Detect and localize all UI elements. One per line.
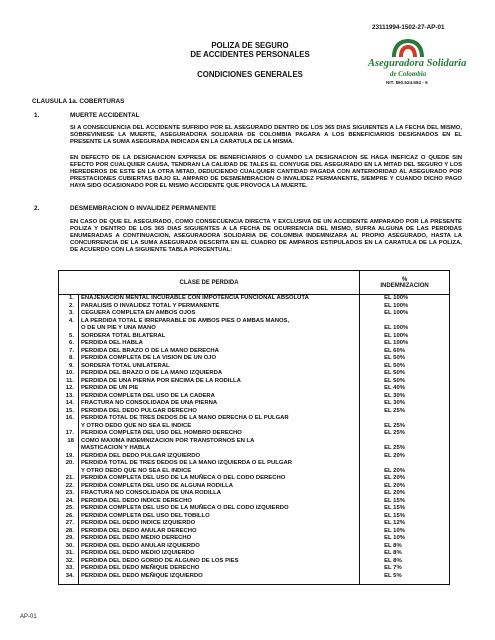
table-row xyxy=(59,505,450,513)
row-description xyxy=(78,363,359,371)
row-percent xyxy=(360,558,450,566)
row-number: 18 xyxy=(59,438,79,453)
table-row xyxy=(59,385,450,393)
section-1-paragraph-1: SI A CONSECUENCIA DEL ACCIDENTE SUFRIDO POR EL ASEGURADO DENTRO DE LOS 365 DIAS SIGUIENTES A LA FECHA DEL MISMO, SOBREVINIESE LA MUERTE, ASEGURADORA SOLIDARIA DE COLOMBIA PAGARA A LOS BENEFICIARIOS DESIGNADOS EN EL PRESENTE LA SUMA ASEGURADA INDICADA EN LA CARATULA DE LA MISMA. xyxy=(70,125,462,146)
row-percent-value: EL 5% xyxy=(384,572,402,579)
row-description-line: PERDIDA COMPLETA DEL USO DE LA MUÑECA O DEL CODO DERECHO xyxy=(80,475,286,481)
row-description xyxy=(78,355,359,363)
logo-wordmark-sub: de Colombia xyxy=(389,70,427,78)
row-percent xyxy=(360,475,450,483)
row-number: 24. xyxy=(59,498,79,506)
table-row xyxy=(59,333,450,341)
row-percent-value: EL 20% xyxy=(384,467,405,474)
row-percent-value: EL 100% xyxy=(384,302,409,309)
row-number: 26. xyxy=(59,513,79,521)
row-description-line: PERDIDA DEL DEDO GORDO DE ALGUNO DE LOS PIES xyxy=(80,557,239,564)
table-row xyxy=(59,363,450,371)
row-description-line: SORDERA TOTAL UNILATERAL xyxy=(80,362,170,369)
row-percent xyxy=(360,370,450,378)
row-percent xyxy=(360,378,450,386)
row-percent-value: EL 50% xyxy=(384,355,405,361)
section-1-title: MUERTE ACCIDENTAL xyxy=(70,112,140,119)
row-description-line: Y OTRO DEDO QUE NO SEA EL INDICE xyxy=(80,422,192,429)
row-percent-value: EL 100% xyxy=(384,295,409,301)
row-description xyxy=(78,498,359,506)
row-description-line: PERDIDA DEL DEDO ANULAR DERECHO xyxy=(80,527,197,534)
row-number: 15. xyxy=(59,408,79,416)
row-percent xyxy=(360,393,450,401)
table-row xyxy=(59,520,450,528)
row-percent-value: EL 50% xyxy=(384,377,405,384)
row-number: 4. xyxy=(59,318,79,333)
row-description-line: FRACTURA NO CONSOLIDADA DE UNA RODILLA xyxy=(80,490,222,496)
row-description-line: PARALISIS O INVALIDEZ TOTAL Y PERMANENTE xyxy=(80,302,220,309)
row-description-line: PERDIDA COMPLETA DEL USO DE LA CADERA xyxy=(80,392,215,399)
row-percent xyxy=(360,295,450,303)
logo-wordmark: Aseguradora Solidaria xyxy=(368,58,467,69)
row-number: 8. xyxy=(59,355,79,363)
table-bottom-spacer xyxy=(59,580,450,584)
row-description xyxy=(78,558,359,566)
row-percent-value: EL 50% xyxy=(384,370,405,376)
row-description-line: LA PERDIDA TOTAL E IRREPARABLE DE AMBOS PIES O AMBAS MANOS, xyxy=(80,317,290,324)
table-row xyxy=(59,543,450,551)
row-percent-value: EL 15% xyxy=(384,497,405,504)
row-description-line: PERDIDA DE UN PIE xyxy=(80,385,139,391)
row-description-line: PERDIDA DEL DEDO PULGAR DERECHO xyxy=(80,407,197,414)
row-description xyxy=(78,550,359,558)
row-number: 7. xyxy=(59,348,79,356)
row-description xyxy=(78,295,359,303)
row-percent-value: EL 15% xyxy=(384,505,405,511)
row-number: 34. xyxy=(59,573,79,581)
row-description-line: PERDIDA DE UNA PIERNA POR ENCIMA DE LA RODILLA xyxy=(80,377,241,384)
row-percent-value: EL 25% xyxy=(384,445,405,451)
row-percent xyxy=(360,520,450,528)
row-description-line: PERDIDA TOTAL DE TRES DEDOS DE LA MANO IZQUIERDA O EL PULGAR xyxy=(80,460,292,466)
table-row xyxy=(59,408,450,416)
row-number: 27. xyxy=(59,520,79,528)
row-number: 30. xyxy=(59,543,79,551)
row-percent xyxy=(360,565,450,573)
row-percent xyxy=(360,490,450,498)
coverage-table xyxy=(58,270,450,585)
row-description xyxy=(78,543,359,551)
row-description xyxy=(78,483,359,491)
row-number: 12. xyxy=(59,385,79,393)
table-row xyxy=(59,573,450,581)
section-2-title: DESMEMBRACION O INVALIDEZ PERMANENTE xyxy=(70,205,217,212)
row-description xyxy=(78,505,359,513)
row-number: 17. xyxy=(59,430,79,438)
row-number: 28. xyxy=(59,528,79,536)
coverage-table-body xyxy=(59,295,450,585)
row-description-line: ENAJENACION MENTAL INCURABLE CON IMPOTENCIA FUNCIONAL ABSOLUTA xyxy=(80,295,309,301)
row-description xyxy=(78,528,359,536)
section-2-paragraph-1: EN CASO DE QUE EL ASEGURADO, COMO CONSECUENCIA DIRECTA Y EXCLUSIVA DE UN ACCIDENTE AMPARADO POR LA PRESENTE POLIZA Y DENTRO DE LOS 365 DIAS SIGUIENTES A LA FECHA DE OCURRENCIA DEL MISMO, SUFRA ALGUNA DE LAS PERDIDAS ENUMERADAS A CONTINUACION, ASEGURADORA SOLIDARIA DE COLOMBIA INDEMNIZARA AL PROPIO ASEGURADO, HASTA LA CONCURRENCIA DE LA SUMA ASEGURADA DESCRITA EN EL CUADRO DE AMPAROS ESTIPULADOS EN LA CARATULA DE LA POLIZA, DE ACUERDO CON LA SIGUIENTE TABLA PORCENTUAL: xyxy=(70,219,462,254)
row-description xyxy=(78,340,359,348)
row-number: 20. xyxy=(59,460,79,475)
row-percent-value: EL 10% xyxy=(384,527,405,534)
table-row xyxy=(59,378,450,386)
row-description xyxy=(78,303,359,311)
row-description-line: PERDIDA DEL BRAZO O DE LA MANO DERECHA xyxy=(80,347,219,354)
table-row xyxy=(59,303,450,311)
row-percent xyxy=(360,483,450,491)
row-description-line: PERDIDA DEL DEDO INDICE DERECHO xyxy=(80,497,192,504)
row-percent xyxy=(360,453,450,461)
row-description-line: PERDIDA DEL DEDO ANULAR IZQUIERDO xyxy=(80,542,200,549)
row-percent xyxy=(360,498,450,506)
row-number: 19. xyxy=(59,453,79,461)
row-description-line: PERDIDA DEL DEDO MEDIO DERECHO xyxy=(80,535,192,541)
row-percent xyxy=(360,535,450,543)
row-description-line: PERDIDA COMPLETA DEL USO DEL HOMBRO DERECHO xyxy=(80,430,242,436)
document-code: 23111994-1502-27-AP-01 xyxy=(372,24,445,31)
column-header-percent xyxy=(360,271,450,295)
row-percent xyxy=(360,303,450,311)
row-percent-value: EL 100% xyxy=(384,325,409,331)
table-row xyxy=(59,475,450,483)
row-description xyxy=(78,460,359,475)
row-number: 31. xyxy=(59,550,79,558)
table-row xyxy=(59,483,450,491)
row-description xyxy=(78,415,359,430)
section-2-number: 2. xyxy=(34,205,40,212)
table-row xyxy=(59,370,450,378)
row-number: 23. xyxy=(59,490,79,498)
row-percent-value: EL 60% xyxy=(384,347,405,354)
row-description-line: PERDIDA DEL DEDO MEÑIQUE DERECHO xyxy=(80,565,200,571)
row-description xyxy=(78,513,359,521)
row-description-line: PERDIDA COMPLETA DEL USO DE LA MUÑECA O DEL CODO IZQUIERDO xyxy=(80,505,289,511)
row-percent xyxy=(360,430,450,438)
row-description xyxy=(78,348,359,356)
logo-emblem-icon xyxy=(368,37,448,59)
row-number: 33. xyxy=(59,565,79,573)
row-percent-value: EL 25% xyxy=(384,422,405,429)
row-description xyxy=(78,378,359,386)
row-percent-value: EL 15% xyxy=(384,512,405,519)
row-description xyxy=(78,408,359,416)
row-percent xyxy=(360,340,450,348)
row-percent xyxy=(360,318,450,333)
row-percent-value: EL 100% xyxy=(384,332,409,339)
table-row xyxy=(59,340,450,348)
title-line-2: DE ACCIDENTES PERSONALES xyxy=(190,50,310,59)
table-row xyxy=(59,295,450,303)
table-row xyxy=(59,355,450,363)
table-row xyxy=(59,565,450,573)
row-description xyxy=(78,310,359,318)
row-description-line: PERDIDA DEL DEDO INDICE IZQUIERDO xyxy=(80,520,196,526)
row-description xyxy=(78,400,359,408)
row-description xyxy=(78,438,359,453)
row-percent-value: EL 40% xyxy=(384,385,405,391)
table-row xyxy=(59,393,450,401)
row-percent xyxy=(360,415,450,430)
row-percent-value: EL 8% xyxy=(384,542,402,549)
table-row xyxy=(59,558,450,566)
row-number: 21. xyxy=(59,475,79,483)
row-percent xyxy=(360,543,450,551)
row-number: 6. xyxy=(59,340,79,348)
row-number: 3. xyxy=(59,310,79,318)
table-row xyxy=(59,438,450,453)
row-percent xyxy=(360,573,450,581)
row-percent xyxy=(360,528,450,536)
subtitle: CONDICIONES GENERALES xyxy=(197,70,303,79)
table-row xyxy=(59,415,450,430)
row-description xyxy=(78,490,359,498)
row-description xyxy=(78,318,359,333)
row-description xyxy=(78,333,359,341)
row-description-line: PERDIDA DEL DEDO MEÑIQUE IZQUIERDO xyxy=(80,572,203,579)
table-row xyxy=(59,310,450,318)
row-description xyxy=(78,430,359,438)
company-logo xyxy=(368,37,467,93)
row-percent-value: EL 12% xyxy=(384,520,405,526)
row-percent xyxy=(360,385,450,393)
row-description-line: FRACTURA NO CONSOLIDADA DE UNA PIERNA xyxy=(80,400,218,406)
section-1-number: 1. xyxy=(34,112,40,119)
row-description-line: PERDIDA COMPLETA DEL USO DE ALGUNA RODILLA xyxy=(80,482,234,489)
row-percent-value: EL 20% xyxy=(384,475,405,481)
table-row xyxy=(59,460,450,475)
row-percent-value: EL 100% xyxy=(384,310,409,316)
row-percent xyxy=(360,333,450,341)
row-number: 32. xyxy=(59,558,79,566)
row-percent-value: EL 10% xyxy=(384,535,405,541)
row-description xyxy=(78,520,359,528)
row-percent xyxy=(360,550,450,558)
row-percent-value: EL 7% xyxy=(384,565,402,571)
logo-nit: NIT. 860.524.654 - 6 xyxy=(386,80,428,85)
row-percent-value: EL 30% xyxy=(384,392,405,399)
row-percent-value: EL 30% xyxy=(384,400,405,406)
row-number: 25. xyxy=(59,505,79,513)
row-percent xyxy=(360,408,450,416)
row-description xyxy=(78,475,359,483)
column-header-percent-label: INDEMNIZACION xyxy=(380,282,429,289)
row-description-line: SORDERA TOTAL BILATERAL xyxy=(80,332,166,339)
row-description xyxy=(78,393,359,401)
table-row xyxy=(59,528,450,536)
row-percent-value: EL 8% xyxy=(384,550,402,556)
row-description xyxy=(78,385,359,393)
row-description-line: Y OTRO DEDO QUE NO SEA EL INDICE xyxy=(80,467,192,474)
row-description xyxy=(78,573,359,581)
row-description xyxy=(78,453,359,461)
clause-title: CLAUSULA 1a. COBERTURAS xyxy=(32,98,125,105)
row-number: 22. xyxy=(59,483,79,491)
row-description-line: PERDIDA DEL BRAZO O DE LA MANO IZQUIERDA xyxy=(80,370,223,376)
table-row xyxy=(59,550,450,558)
table-row xyxy=(59,498,450,506)
row-description-line: PERDIDA TOTAL DE TRES DEDOS DE LA MANO DERECHA O EL PULGAR xyxy=(80,415,289,421)
table-row xyxy=(59,430,450,438)
row-percent xyxy=(360,363,450,371)
row-percent xyxy=(360,460,450,475)
row-percent xyxy=(360,505,450,513)
row-description-line: PERDIDA COMPLETA DEL USO DEL TOBILLO xyxy=(80,512,210,519)
row-description-line: O DE UN PIE Y UNA MANO xyxy=(80,325,156,331)
row-percent-value: EL 8% xyxy=(384,557,402,564)
footer-code: AP-01 xyxy=(20,614,37,620)
row-percent xyxy=(360,513,450,521)
row-percent-value: EL 20% xyxy=(384,452,405,459)
row-number: 16. xyxy=(59,415,79,430)
table-row xyxy=(59,318,450,333)
row-number: 29. xyxy=(59,535,79,543)
row-percent xyxy=(360,355,450,363)
row-description-line: PERDIDA DEL DEDO MEDIO IZQUIERDO xyxy=(80,550,195,556)
row-percent xyxy=(360,310,450,318)
table-row xyxy=(59,348,450,356)
row-number: 2. xyxy=(59,303,79,311)
row-number: 5. xyxy=(59,333,79,341)
row-percent-value: EL 20% xyxy=(384,482,405,489)
row-percent xyxy=(360,348,450,356)
row-percent xyxy=(360,400,450,408)
row-percent-value: EL 25% xyxy=(384,407,405,414)
row-percent-value: EL 50% xyxy=(384,362,405,369)
title-line-1: POLIZA DE SEGURO xyxy=(211,41,289,50)
row-number: 11. xyxy=(59,378,79,386)
table-row xyxy=(59,513,450,521)
section-1-paragraph-2: EN DEFECTO DE LA DESIGNACION EXPRESA DE BENEFICIARIOS O CUANDO LA DESIGNACION SE HAGA INEFICAZ O QUEDE SIN EFECTO POR CUALQUIER CAUSA, TENDRAN LA CALIDAD DE TALES EL CONYUGE DEL ASEGURADO EN LA MITAD DEL SEGURO Y LOS HEREDEROS DE ESTE EN LA OTRA MITAD, DEDUCIENDO CUALQUIER CANTIDAD PAGADA CON ANTERIORIDAD AL ASEGURADO POR PRESTACIONES CUBIERTAS BAJO EL AMPARO DE DESMEMBRACION O INVALIDEZ PERMANENTE, SIEMPRE Y CUANDO DICHO PAGO HAYA SIDO OCASIONADO POR EL MISMO ACCIDENTE QUE PROVOCA LA MUERTE. xyxy=(70,155,462,190)
row-description-line: CEGUERA COMPLETA EN AMBOS OJOS xyxy=(80,310,196,316)
table-row xyxy=(59,490,450,498)
row-description xyxy=(78,565,359,573)
table-row xyxy=(59,535,450,543)
row-number: 14. xyxy=(59,400,79,408)
column-header-loss: CLASE DE PERDIDA xyxy=(59,271,360,295)
row-description xyxy=(78,535,359,543)
row-description-line: MASTICACION Y HABLA xyxy=(80,445,151,451)
table-row xyxy=(59,453,450,461)
row-number: 1. xyxy=(59,295,79,303)
row-description-line: PERDIDA DEL DEDO PULGAR IZQUIERDO xyxy=(80,452,201,459)
row-percent-value: EL 25% xyxy=(384,430,405,436)
row-description-line: COMO MAXIMA INDEMNIZACION POR TRANSTORNOS EN LA xyxy=(80,437,255,444)
row-description-line: PERDIDA COMPLETA DE LA VISION DE UN OJO xyxy=(80,355,217,361)
row-number: 13. xyxy=(59,393,79,401)
table-row xyxy=(59,400,450,408)
row-percent-value: EL 100% xyxy=(384,340,409,346)
row-number: 10. xyxy=(59,370,79,378)
row-percent-value: EL 20% xyxy=(384,490,405,496)
row-number: 9. xyxy=(59,363,79,371)
row-percent xyxy=(360,438,450,453)
row-description xyxy=(78,370,359,378)
row-description-line: PERDIDA DEL HABLA xyxy=(80,340,143,346)
column-header-percent-symbol: % xyxy=(401,276,408,283)
